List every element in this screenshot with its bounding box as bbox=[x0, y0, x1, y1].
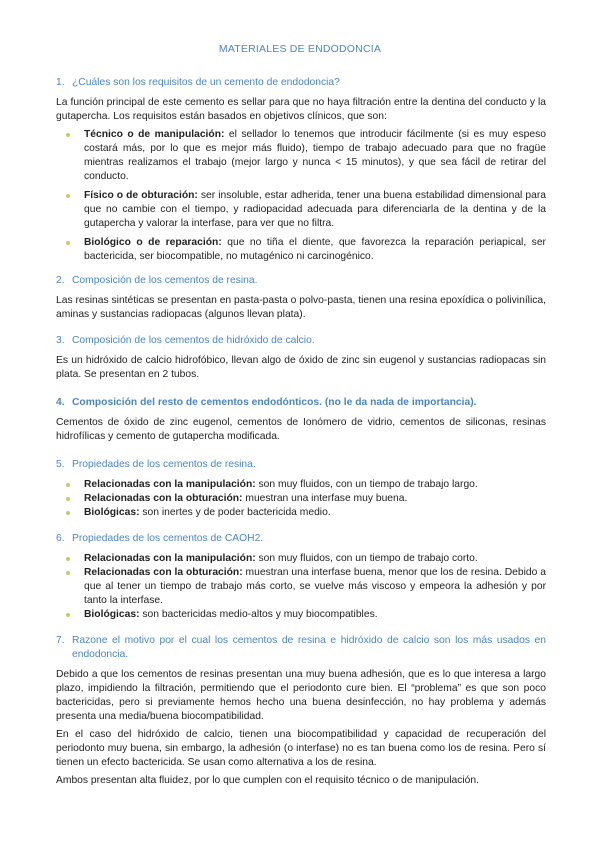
item-text: son muy fluidos, con un tiempo de trabajo corto. bbox=[255, 553, 478, 564]
section-heading-text: Propiedades de los cementos de resina. bbox=[72, 459, 256, 470]
section-heading-text: Composición del resto de cementos endodónticos. (no le da nada de importancia). bbox=[72, 397, 477, 408]
section-heading-text: Razone el motivo por el cual los cementos de resina e hidróxido de calcio son los más usados en endodoncia. bbox=[72, 635, 546, 660]
section-number: 4. bbox=[56, 397, 65, 408]
bullet-icon bbox=[66, 613, 70, 617]
section-6 bbox=[56, 532, 546, 622]
list-item bbox=[56, 552, 546, 566]
section-heading bbox=[56, 76, 546, 90]
item-text: son bactericidas medio-altos y muy biocompatibles. bbox=[139, 609, 378, 620]
section-heading bbox=[56, 532, 546, 546]
list-item bbox=[56, 189, 546, 231]
item-text: que no tiña el diente, que favorezca la reparación periapical, ser bactericida, ser biocompatible, no mutagénico ni carcinogénico. bbox=[84, 237, 546, 262]
document-title: MATERIALES DE ENDODONCIA bbox=[218, 43, 382, 55]
bullet-list bbox=[56, 552, 546, 622]
item-term: Físico o de obturación: bbox=[84, 190, 198, 201]
section-heading bbox=[56, 634, 546, 662]
section-heading-text: Composición de los cementos de resina. bbox=[72, 275, 258, 286]
section-paragraph: Ambos presentan alta fluidez, por lo que cumplen con el requisito técnico o de manipulación. bbox=[56, 775, 479, 786]
bullet-icon bbox=[66, 241, 70, 245]
item-term: Técnico o de manipulación: bbox=[84, 129, 225, 140]
bullet-icon bbox=[66, 511, 70, 515]
list-item bbox=[56, 566, 546, 608]
section-number: 7. bbox=[56, 635, 65, 646]
bullet-icon bbox=[66, 483, 70, 487]
item-text: muestran una interfase buena, menor que los de resina. Debido a que al tener un tiempo de trabajo más corto, se vuelve más viscoso y empeora la adhesión y por tanto la interfase. bbox=[84, 567, 546, 606]
section-number: 3. bbox=[56, 335, 65, 346]
section-number: 6. bbox=[56, 533, 65, 544]
bullet-list bbox=[56, 478, 546, 520]
section-heading-text: ¿Cuáles son los requisitos de un cemento de endodoncia? bbox=[72, 77, 340, 88]
list-item bbox=[56, 236, 546, 264]
item-term: Relacionadas con la obturación: bbox=[84, 567, 243, 578]
item-text: son inertes y de poder bactericida medio. bbox=[139, 507, 331, 518]
list-item bbox=[56, 506, 546, 520]
bullet-icon bbox=[66, 557, 70, 561]
bullet-icon bbox=[66, 133, 70, 137]
item-text: ser insoluble, estar adherida, tener una buena estabilidad dimensional para que no cambie con el tiempo, y radiopacidad adecuada para diferenciarla de la dentina y de la gutapercha y valorar la interfase, para ver que no filtra. bbox=[84, 190, 546, 229]
list-item bbox=[56, 128, 546, 184]
item-term: Relacionadas con la obturación: bbox=[84, 493, 243, 504]
section-4 bbox=[56, 396, 546, 448]
item-term: Biológicas: bbox=[84, 507, 140, 518]
section-5 bbox=[56, 458, 546, 520]
item-term: Biológico o de reparación: bbox=[84, 237, 222, 248]
list-item bbox=[56, 478, 546, 492]
bullet-icon bbox=[66, 571, 70, 575]
section-heading bbox=[56, 458, 546, 472]
section-number: 2. bbox=[56, 275, 65, 286]
section-1 bbox=[56, 76, 546, 269]
section-paragraph: Es un hidróxido de calcio hidrofóbico, llevan algo de óxido de zinc sin eugenol y sustancias radiopacas sin plata. Se presentan en 2 tubos. bbox=[56, 355, 546, 380]
item-term: Relacionadas con la manipulación: bbox=[84, 553, 256, 564]
section-paragraph: Las resinas sintéticas se presentan en pasta-pasta o polvo-pasta, tienen una resina epoxídica o polivinílica, aminas y sustancias radiopacas (algunos llevan plata). bbox=[56, 295, 546, 320]
section-number: 5. bbox=[56, 459, 65, 470]
section-paragraph: En el caso del hidróxido de calcio, tienen una biocompatibilidad y capacidad de recuperación del periodonto muy buena, sin embargo, la adhesión (o interfase) no es tan buena como los de resina. Pero sí tienen un efecto bactericida. Se usan como alternativa a los de resina. bbox=[56, 729, 546, 768]
section-heading bbox=[56, 274, 546, 288]
bullet-icon bbox=[66, 497, 70, 501]
section-heading-text: Composición de los cementos de hidróxido de calcio. bbox=[72, 335, 315, 346]
item-term: Biológicas: bbox=[84, 609, 140, 620]
section-paragraph: Cementos de óxido de zinc eugenol, cementos de Ionómero de vidrio, cementos de siliconas, resinas hidrofílicas y cemento de gutapercha modificada. bbox=[56, 417, 546, 442]
list-item bbox=[56, 492, 546, 506]
list-item bbox=[56, 608, 546, 622]
section-paragraph: Debido a que los cementos de resinas presentan una muy buena adhesión, que es lo que interesa a largo plazo, impidiendo la filtración, permitiendo que el periodonto cure bien. El “problema” es que son poco bactericidas, pero si previamente hemos hecho una buena desinfección, no hay problema y además presenta una media/buena biocompatibilidad. bbox=[56, 669, 546, 722]
section-2 bbox=[56, 274, 546, 326]
section-heading bbox=[56, 396, 546, 410]
section-3 bbox=[56, 334, 546, 386]
item-text: el sellador lo tenemos que introducir fácilmente (si es muy espeso costará más, por lo que es mejor más fluido), tiempo de trabajo adecuado para que no fragüe mientras realizamos el trabajo (mejor largo y nunca < 15 minutos), y que sea fácil de retirar del conducto. bbox=[84, 129, 546, 182]
bullet-list bbox=[56, 128, 546, 264]
section-heading-text: Propiedades de los cementos de CAOH2. bbox=[72, 533, 264, 544]
section-heading bbox=[56, 334, 546, 348]
item-term: Relacionadas con la manipulación: bbox=[84, 479, 256, 490]
item-text: son muy fluidos, con un tiempo de trabajo largo. bbox=[255, 479, 478, 490]
bullet-icon bbox=[66, 194, 70, 198]
section-number: 1. bbox=[56, 77, 65, 88]
item-text: muestran una interfase muy buena. bbox=[242, 493, 408, 504]
section-paragraph: La función principal de este cemento es sellar para que no haya filtración entre la dentina del conducto y la gutapercha. Los requisitos están basados en objetivos clínicos, que son: bbox=[56, 97, 546, 122]
section-7 bbox=[56, 634, 546, 792]
